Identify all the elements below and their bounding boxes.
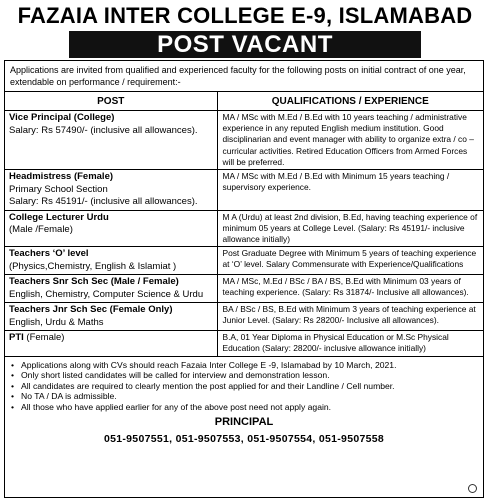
newspaper-stamp [468, 484, 477, 493]
note-item [11, 402, 477, 413]
post-detail: (Physics,Chemistry, English & Islamiat ) [9, 260, 177, 272]
post-cell [5, 111, 217, 170]
note-text: No TA / DA is admissible. [21, 391, 117, 402]
post-cell [5, 247, 217, 275]
bullet-icon: • [11, 380, 15, 391]
notes-list [5, 357, 483, 413]
note-text: Applications along with CVs should reach Fazaia Inter College E -9, Islamabad by 10 March, 2021. [21, 359, 397, 370]
post-title-text: Teachers ‘O’ level [9, 248, 89, 260]
post-title-text: Teachers Jnr Sch Sec (Female Only) [9, 304, 173, 316]
posts-table [5, 92, 483, 357]
table-row [5, 275, 483, 303]
post-detail: English, Chemistry, Computer Science & Urdu [9, 288, 204, 300]
note-item [11, 360, 477, 371]
post-cell [5, 170, 217, 211]
table-row [5, 331, 483, 356]
post-cell [5, 303, 217, 331]
signoff: PRINCIPAL [214, 415, 274, 428]
post-title [9, 171, 213, 184]
stamp-icon [468, 484, 477, 493]
table-row [5, 303, 483, 331]
post-detail: Primary School Section [9, 183, 108, 195]
post-cell [5, 275, 217, 303]
post-detail: Salary: Rs 45191/- (inclusive all allowances). [9, 196, 198, 208]
qualification-cell: BA / BSc / BS, B.Ed with Minimum 3 years of teaching experience at Junior Level. (Salary: Rs 28200/- Inclusive all allowances). [217, 303, 483, 331]
table-row [5, 170, 483, 211]
post-detail: English, Urdu & Maths [9, 316, 104, 328]
post-title-text: PTI [9, 332, 24, 344]
post-title-text: College Lecturer Urdu [9, 211, 109, 223]
advertisement-frame [4, 60, 484, 498]
post-column-header: POST [5, 92, 217, 111]
post-cell [5, 331, 217, 356]
qualification-cell: MA / MSc with M.Ed / B.Ed with 10 years teaching / administrative experience in any reputed English medium institution. Good disciplinarian and event manager with ability to organize extra / co – curricular activities. Retired Education Officers from Armed Forces will be preferred. [217, 111, 483, 170]
qualification-cell: Post Graduate Degree with Minimum 5 years of teaching experience at ‘O’ level. Salary Commensurate with Experience/Qualifications [217, 247, 483, 275]
qualifications-column-header: QUALIFICATIONS / EXPERIENCE [217, 92, 483, 111]
bullet-icon: • [11, 391, 15, 402]
note-item [11, 370, 477, 381]
note-item [11, 381, 477, 392]
post-title-suffix: (Female) [23, 332, 65, 344]
post-detail: (Male /Female) [9, 224, 73, 236]
phone-numbers: 051-9507551, 051-9507553, 051-9507554, 051-9507558 [103, 432, 385, 445]
bullet-icon: • [11, 401, 15, 412]
qualification-cell: MA / MSc, M.Ed / BSc / BA / BS, B.Ed with Minimum 03 years of teaching experience. (Salary: Rs 31874/- Inclusive all allowances). [217, 275, 483, 303]
post-title-text: Headmistress (Female) [9, 171, 114, 183]
note-text: Only short listed candidates will be called for interview and demonstration lesson. [21, 370, 330, 381]
qualification-cell: MA / MSc with M.Ed / B.Ed with Minimum 15 years teaching / supervisory experience. [217, 170, 483, 211]
post-title-text: Teachers Snr Sch Sec (Male / Female) [9, 276, 179, 288]
bullet-icon: • [11, 370, 15, 381]
post-title [9, 276, 213, 289]
post-title [9, 212, 213, 225]
post-title [9, 332, 213, 345]
post-title [9, 248, 213, 261]
note-text: All those who have applied earlier for any of the above post need not apply again. [21, 401, 332, 412]
intro-text: Applications are invited from qualified and experienced faculty for the following posts on initial contract of one year, extendable on performance / requirement:- [5, 61, 483, 92]
bullet-icon: • [11, 359, 15, 370]
college-title: FAZAIA INTER COLLEGE E-9, ISLAMABAD [17, 3, 473, 28]
post-cell [5, 210, 217, 247]
note-text: All candidates are required to clearly mention the post applied for and their Landline / Cell number. [21, 380, 395, 391]
post-detail: Salary: Rs 57490/- (inclusive all allowances). [9, 124, 198, 136]
table-row [5, 210, 483, 247]
post-title-text: Vice Principal (College) [9, 112, 115, 123]
qualification-cell: B.A, 01 Year Diploma in Physical Education or M.Sc Physical Education (Salary: 28200/- inclusive allowance initially) [217, 331, 483, 356]
qualification-cell: M A (Urdu) at least 2nd division, B.Ed, having teaching experience of minimum 05 years at College Level. (Salary: Rs 45191/- inclusive allowance initially) [217, 210, 483, 247]
post-vacant-banner: POST VACANT [69, 31, 421, 58]
post-title [9, 112, 213, 125]
table-header-row [5, 92, 483, 111]
post-title [9, 304, 213, 317]
table-row [5, 247, 483, 275]
table-row [5, 111, 483, 170]
note-item [11, 391, 477, 402]
